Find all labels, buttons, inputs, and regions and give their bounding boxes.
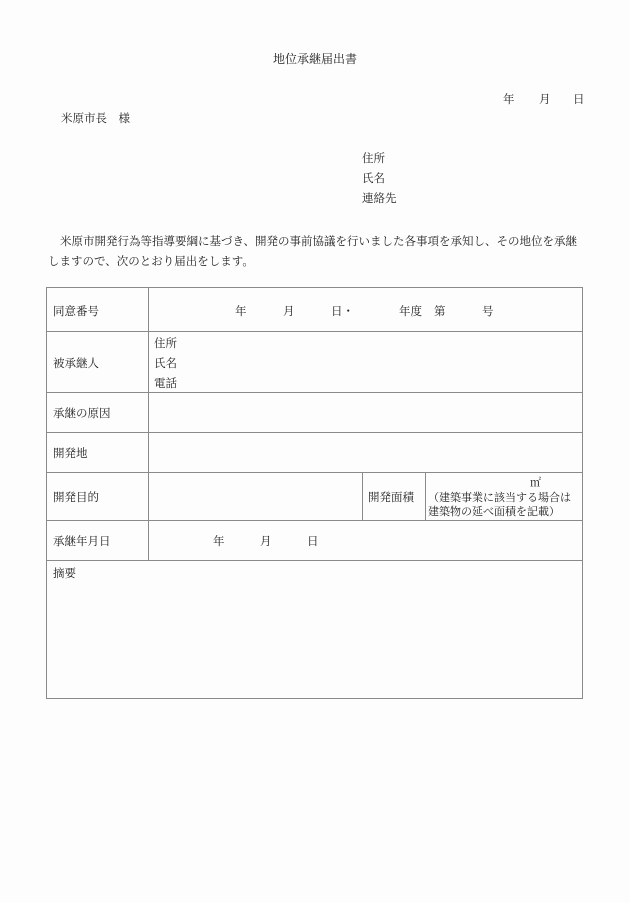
purpose-label: 開発目的 [53,490,99,504]
predecessor-field[interactable] [187,332,583,392]
document-title: 地位承継届出書 [272,52,357,66]
date-day: 日 [573,92,585,106]
applicant-address-label: 住所 [362,151,385,165]
site-label: 開発地 [53,446,88,460]
consent-number-label: 同意番号 [53,304,99,318]
predecessor-phone-label: 電話 [154,376,177,390]
applicant-contact-label: 連絡先 [362,191,397,205]
area-unit: ㎡ [530,476,541,489]
predecessor-label: 被承継人 [53,356,99,370]
area-label: 開発面積 [368,490,414,504]
consent-dai: 第 [434,304,446,318]
reason-label: 承継の原因 [53,406,111,420]
paragraph-line-2: しますので、次のとおり届出をします。 [48,254,254,268]
consent-day: 日・ [331,304,354,318]
area-note-line-2: 建築物の延べ面積を記載） [428,505,560,518]
date-year: 年 [503,92,515,106]
succession-form-table [46,287,583,699]
reason-field[interactable] [149,393,583,432]
area-note-line-1: （建築事業に該当する場合は [428,491,571,504]
predecessor-address-label: 住所 [154,336,177,350]
area-field[interactable] [426,473,583,520]
paragraph-line-1: 米原市開発行為等指導要綱に基づき、開発の事前協議を行いました各事項を承知し、その地位を承継 [60,234,578,248]
consent-year: 年 [235,304,247,318]
succession-month: 月 [260,534,272,548]
body-paragraph [48,231,588,271]
succession-date-field[interactable] [149,521,583,560]
purpose-field[interactable] [149,473,362,520]
succession-date-label: 承継年月日 [53,534,111,548]
consent-number-field[interactable] [149,288,583,331]
consent-month: 月 [283,304,295,318]
addressee: 米原市長 様 [61,111,130,125]
summary-field[interactable] [47,581,583,697]
applicant-name-label: 氏名 [362,171,385,185]
succession-day: 日 [307,534,319,548]
succession-year: 年 [213,534,225,548]
row-divider [47,560,582,561]
consent-go: 号 [482,304,494,318]
predecessor-name-label: 氏名 [154,356,177,370]
column-divider [362,472,363,520]
summary-label: 摘要 [53,566,76,580]
consent-fiscal-year: 年度 [399,304,422,318]
site-field[interactable] [149,433,583,472]
date-month: 月 [539,92,551,106]
